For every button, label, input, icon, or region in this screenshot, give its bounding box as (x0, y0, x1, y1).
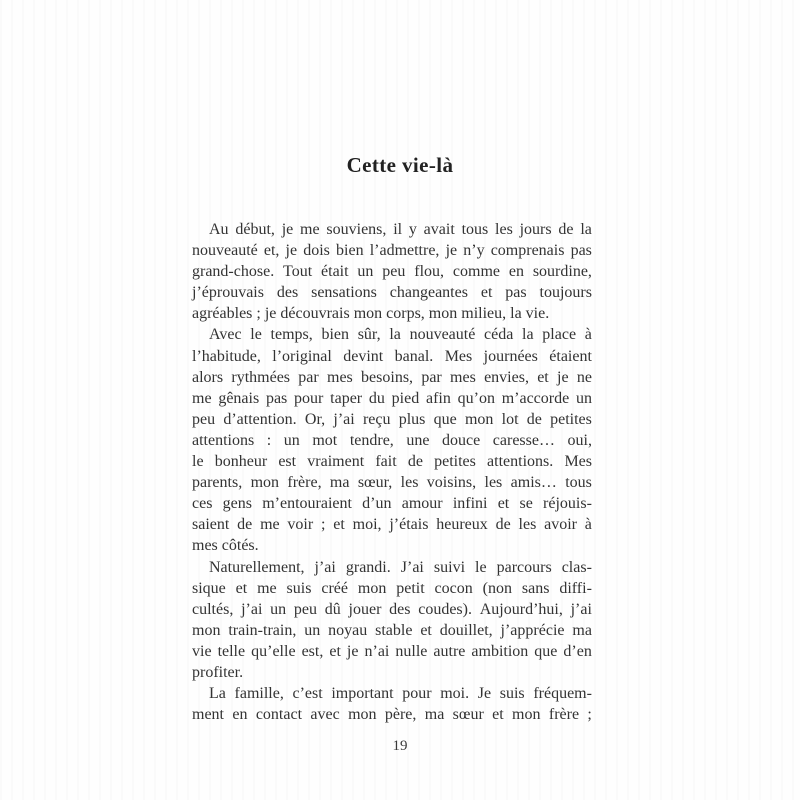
text-line: sique et me suis créé mon petit cocon (non sans diffi- (192, 579, 592, 597)
paragraph (192, 557, 592, 684)
text-block (192, 219, 592, 725)
text-line: le bonheur est vraiment fait de petites attentions. Mes (192, 453, 592, 471)
text-line: parents, mon frère, ma sœur, les voisins, les amis… tous (192, 474, 592, 492)
text-line: grand-chose. Tout était un peu flou, comme en sourdine, (192, 263, 592, 281)
text-line: j’éprouvais des sensations changeantes et pas toujours (192, 284, 592, 302)
text-line: profiter. (192, 663, 244, 681)
chapter-title: Cette vie-là (346, 153, 454, 177)
text-line: agréables ; je découvrais mon corps, mon milieu, la vie. (192, 305, 550, 323)
text-line: me gênais pas pour taper du pied afin qu’on m’accorde un (192, 389, 592, 407)
paragraph (192, 219, 592, 324)
text-line: vie telle qu’elle est, et je n’ai nulle autre ambition que d’en (192, 642, 592, 660)
text-line: attentions : un mot tendre, une douce caresse… oui, (192, 431, 592, 449)
text-line: saient de me voir ; et moi, j’étais heureux de les avoir à (192, 516, 592, 534)
text-line: l’habitude, l’original devint banal. Mes journées étaient (192, 347, 592, 365)
page-number: 19 (392, 738, 408, 754)
paragraph (192, 683, 592, 725)
paragraph (192, 324, 592, 556)
text-line: peu d’attention. Or, j’ai reçu plus que mon lot de petites (192, 410, 592, 428)
text-line: cultés, j’ai un peu dû jouer des coudes). Aujourd’hui, j’ai (192, 600, 592, 618)
text-line: Naturellement, j’ai grandi. J’ai suivi le parcours clas- (209, 558, 592, 576)
text-line: Au début, je me souviens, il y avait tous les jours de la (209, 221, 592, 238)
text-line: alors rythmées par mes besoins, par mes envies, et je ne (192, 368, 592, 386)
text-line: mon train-train, un noyau stable et douillet, j’apprécie ma (192, 621, 592, 639)
text-line: nouveauté et, je dois bien l’admettre, je n’y comprenais pas (192, 242, 592, 260)
text-line: ment en contact avec mon père, ma sœur et mon frère ; (192, 706, 592, 724)
text-line: Avec le temps, bien sûr, la nouveauté céda la place à (209, 326, 592, 344)
text-line: ces gens m’entouraient d’un amour infini et se réjouis- (192, 495, 592, 513)
text-line: La famille, c’est important pour moi. Je suis fréquem- (209, 685, 592, 703)
text-line: mes côtés. (192, 537, 259, 555)
